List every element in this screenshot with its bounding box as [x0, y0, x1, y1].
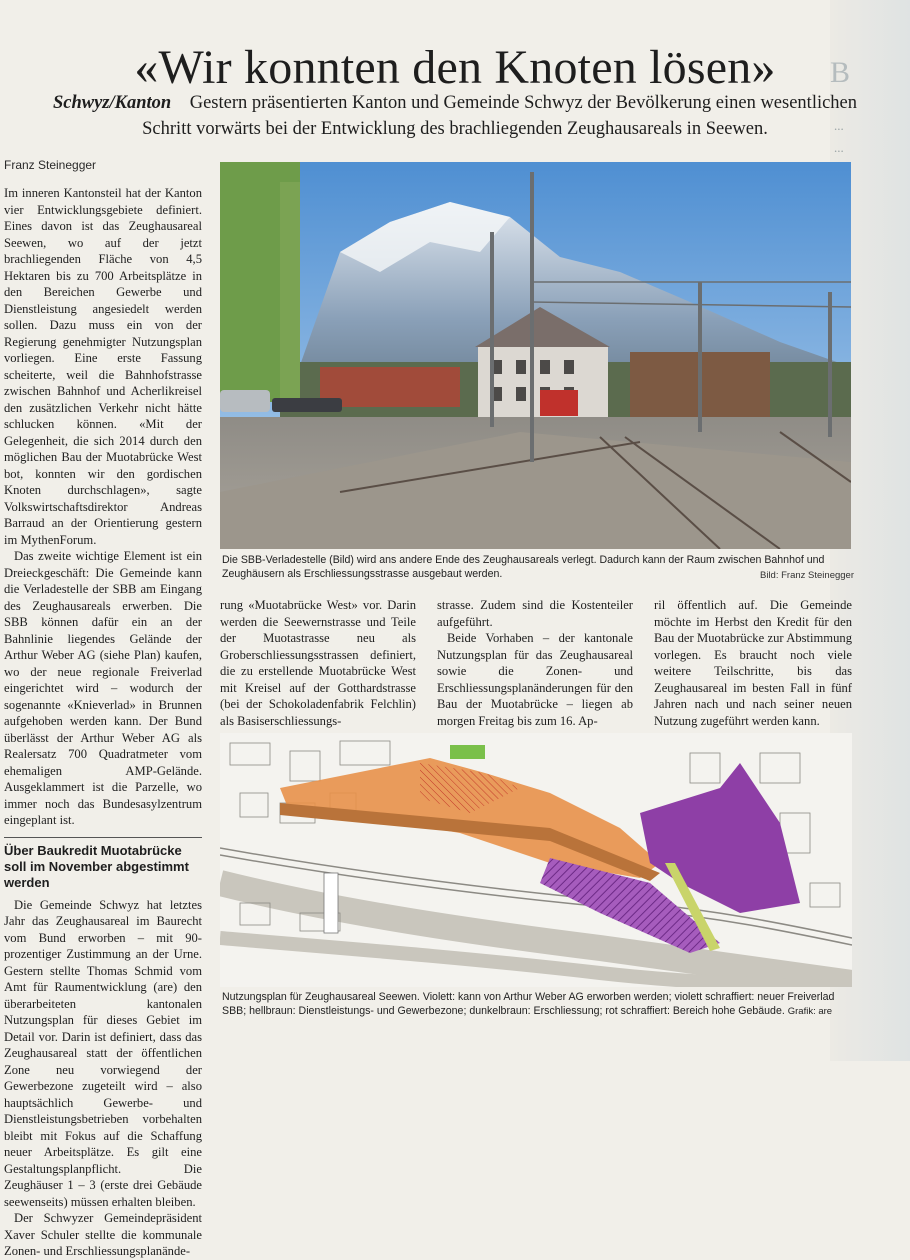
headline: «Wir konnten den Knoten lösen»: [134, 41, 776, 95]
map-credit: Grafik: are: [787, 1006, 833, 1017]
body-paragraph: Die Gemeinde Schwyz hat letztes Jahr das Zeughausareal im Baurecht vom Bund erworben – mit 90-prozentiger Zustimmung an der Urne. Gestern stellte Thomas Schmid vom Amt für Raumentwicklung (are) den überarbeiteten kantonalen Nutzungsplan für dieses Gebiet im Detail vor. Darin ist definiert, dass das Zeughausareal statt der öffentlichen Zone neu vorwiegend der Gewerbezone zugeteilt wird – also hauptsächlich Gewerbe- und Dienstleistungsbetrieben vorbehalten bleibt mit Fokus auf die Schaffung neuer Arbeitsplätze. Es gilt eine Gestaltungsplanpflicht. Die Zeughäuser 1 – 3 (erste drei Gebäude seewenseits) müssen erhalten bleiben.: [4, 897, 202, 1209]
zoning-plan-map: [220, 733, 852, 987]
lead-text: Gestern präsentierten Kanton und Gemeinde Schwyz der Bevölkerung einen wesentlichen Schritt vorwärts bei der Entwicklung des brachliegenden Zeughausareals in Seewen.: [142, 93, 858, 139]
photo-sbb-verladestelle: [220, 162, 851, 549]
column-3: [437, 597, 633, 729]
body-paragraph: Der Schwyzer Gemeindepräsident Xaver Schuler stellte die kommunale Zonen- und Erschliessungsplanände-: [4, 1211, 202, 1258]
body-paragraph: Beide Vorhaben – der kantonale Nutzungsplan für das Zeughausareal sowie die Zonen- und Erschliessungsplanänderungen für den Bau der Muotabrücke – liegen ab morgen Freitag bis zum 16. Ap-: [437, 631, 633, 728]
column-4: [654, 597, 852, 729]
body-paragraph: Das zweite wichtige Element ist ein Dreieckgeschäft: Die Gemeinde kann die Verladestelle der SBB am Eingang des Zeughausareals erwerben. Die SBB können dafür ein an der Bahnlinie liegendes Gelände der Arthur Weber AG (siehe Plan) kaufen, wo der neue regionale Freiverlad eingerichtet wird – wodurch der sogenannte «Knieverlad» in Brunnen aufgehoben werden kann. Der Bund überlässt der Arthur Weber AG als Realersatz 700 Quadratmeter vom ehemaligen AMP-Gelände. Ausgeklammert ist die Parzelle, wo immer noch das Bundesasylzentrum eingeplant ist.: [4, 549, 202, 827]
column-1: [4, 185, 202, 1260]
map-caption: [222, 990, 852, 1019]
adjacent-page-edge: B ... ...: [830, 0, 910, 1061]
author-byline: Franz Steinegger: [4, 158, 97, 172]
lead-kicker: Schwyz/Kanton: [52, 93, 172, 113]
map-caption-text: Nutzungsplan für Zeughausareal Seewen. Violett: kann von Arthur Weber AG erworben werden; violett schraffiert: neuer Freiverlad SBB; hellbraun: Dienstleistungs- und Gewerbezone; dunkelbraun: Erschliessung; rot schraffiert: Bereich hohe Gebäude.: [222, 991, 835, 1017]
subheading: Über Baukredit Muotabrücke soll im November abgestimmt werden: [4, 837, 202, 891]
photo-credit: Bild: Franz Steinegger: [760, 570, 854, 581]
column-2: [220, 597, 416, 729]
lead-paragraph: [30, 90, 880, 142]
photo-caption: Die SBB-Verladestelle (Bild) wird ans andere Ende des Zeughausareals verlegt. Dadurch kann der Raum zwischen Bahnhof und Zeughäusern als Erschliessungsstrasse ausgebaut werden.: [222, 554, 825, 580]
body-paragraph: strasse. Zudem sind die Kostenteiler aufgeführt.: [437, 598, 633, 629]
body-paragraph: rung «Muotabrücke West» vor. Darin werden die Seewernstrasse und Teile der Muotastrasse neu als Groberschliessungsstrassen definiert, die zu erstellende Muotabrücke West mit Kreisel auf der Gotthardstrasse (bei der Schokoladenfabrik Felchlin) als Basiserschliessungs-: [220, 598, 416, 728]
body-paragraph: ril öffentlich auf. Die Gemeinde möchte im Herbst den Kredit für den Bau der Muotabrücke zur Abstimmung vorlegen. Es braucht noch viele weitere Teilschritte, bis das Zeughausareal im besten Fall in fünf Jahren nach und nach seiner neuen Nutzung zugeführt werden kann.: [654, 598, 852, 728]
body-paragraph: Im inneren Kantonsteil hat der Kanton vier Entwicklungsgebiete definiert. Eines davon ist das Zeughausareal Seewen, wo auf der jetzt brachliegenden Fläche von 4,5 Hektaren bis zu 700 Arbeitsplätze in den Bereichen Gewerbe und Dienstleistung angesiedelt werden sollen. Dazu muss ein von der Regierung genehmigter Nutzungsplan vorliegen. Eine erste Fassung scheiterte, weil die Bahnhofstrasse zwischen Bahnhof und Acherlikreisel den zusätzlichen Verkehr nicht hätte schlucken können. «Mit der Gelegenheit, die sich 2014 durch den möglichen Bau der Muotabrücke West bot, konnten wir den gordischen Knoten durchschlagen», sagte Volkswirtschaftsdirektor Andreas Barraud an der Orientierung gestern im MythenForum.: [4, 186, 202, 547]
